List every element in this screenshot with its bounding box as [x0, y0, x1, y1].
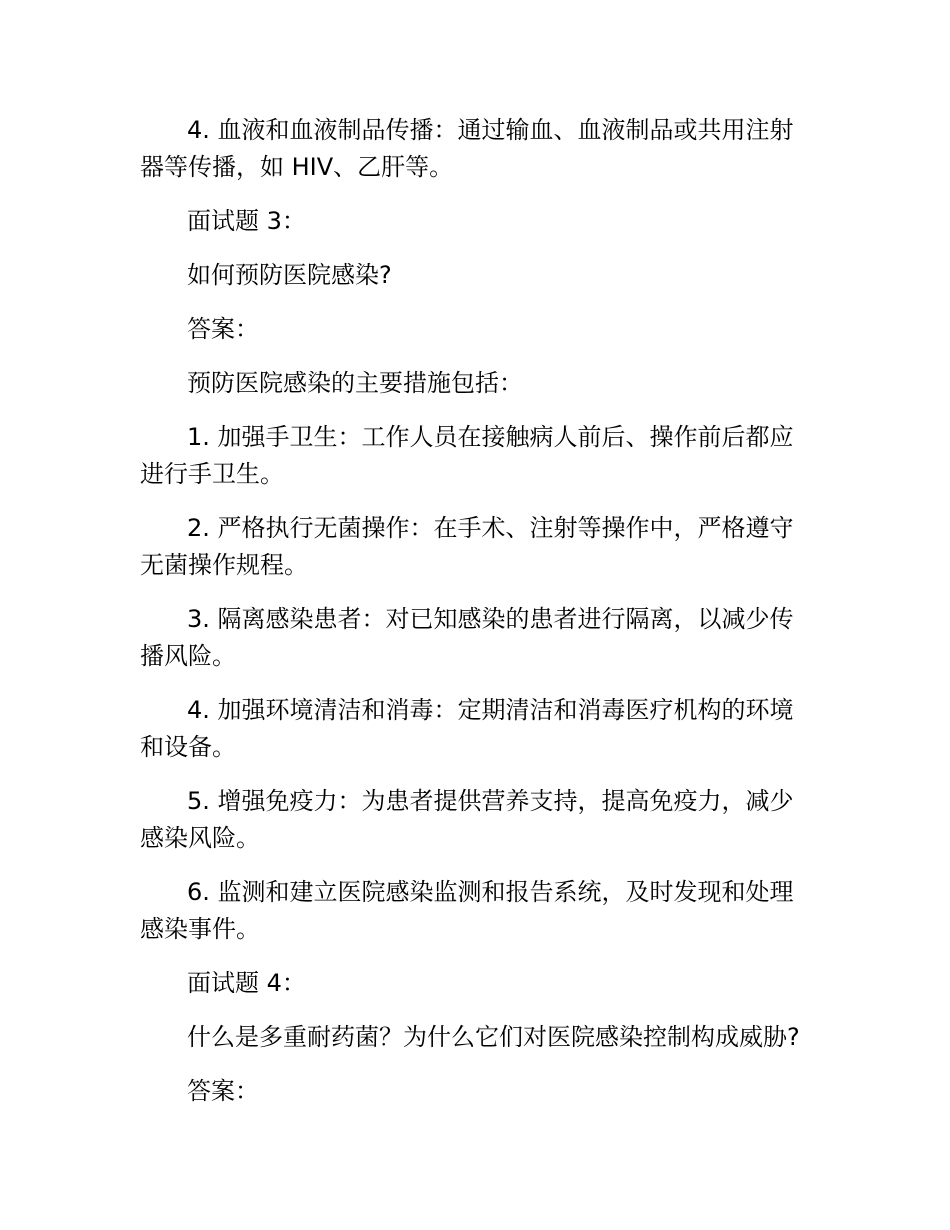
measure-item-6: 6. 监测和建立医院感染监测和报告系统，及时发现和处理感染事件。 [140, 878, 794, 943]
interview-question-4-text: 什么是多重耐药菌？为什么它们对医院感染控制构成威胁? [187, 1023, 800, 1051]
answer-label: 答案： [187, 1077, 259, 1105]
interview-question-4-heading: 面试题 4： [187, 969, 306, 997]
measure-item-5: 5. 增强免疫力：为患者提供营养支持，提高免疫力，减少感染风险。 [140, 787, 794, 852]
document-body [140, 112, 812, 1127]
measure-item-3: 3. 隔离感染患者：对已知感染的患者进行隔离，以减少传播风险。 [140, 605, 794, 670]
paragraph-blood-transmission: 4. 血液和血液制品传播：通过输血、血液制品或共用注射器等传播，如 HIV、乙肝等。 [140, 116, 794, 181]
measure-item-2: 2. 严格执行无菌操作：在手术、注射等操作中，严格遵守无菌操作规程。 [140, 514, 794, 579]
measure-item-4: 4. 加强环境清洁和消毒：定期清洁和消毒医疗机构的环境和设备。 [140, 696, 794, 761]
measure-item-1: 1. 加强手卫生：工作人员在接触病人前后、操作前后都应进行手卫生。 [140, 423, 794, 488]
interview-question-3-heading: 面试题 3： [187, 207, 306, 235]
answer-label: 答案： [187, 315, 259, 343]
interview-question-3-text: 如何预防医院感染? [187, 261, 392, 289]
answer-intro: 预防医院感染的主要措施包括： [187, 369, 523, 397]
